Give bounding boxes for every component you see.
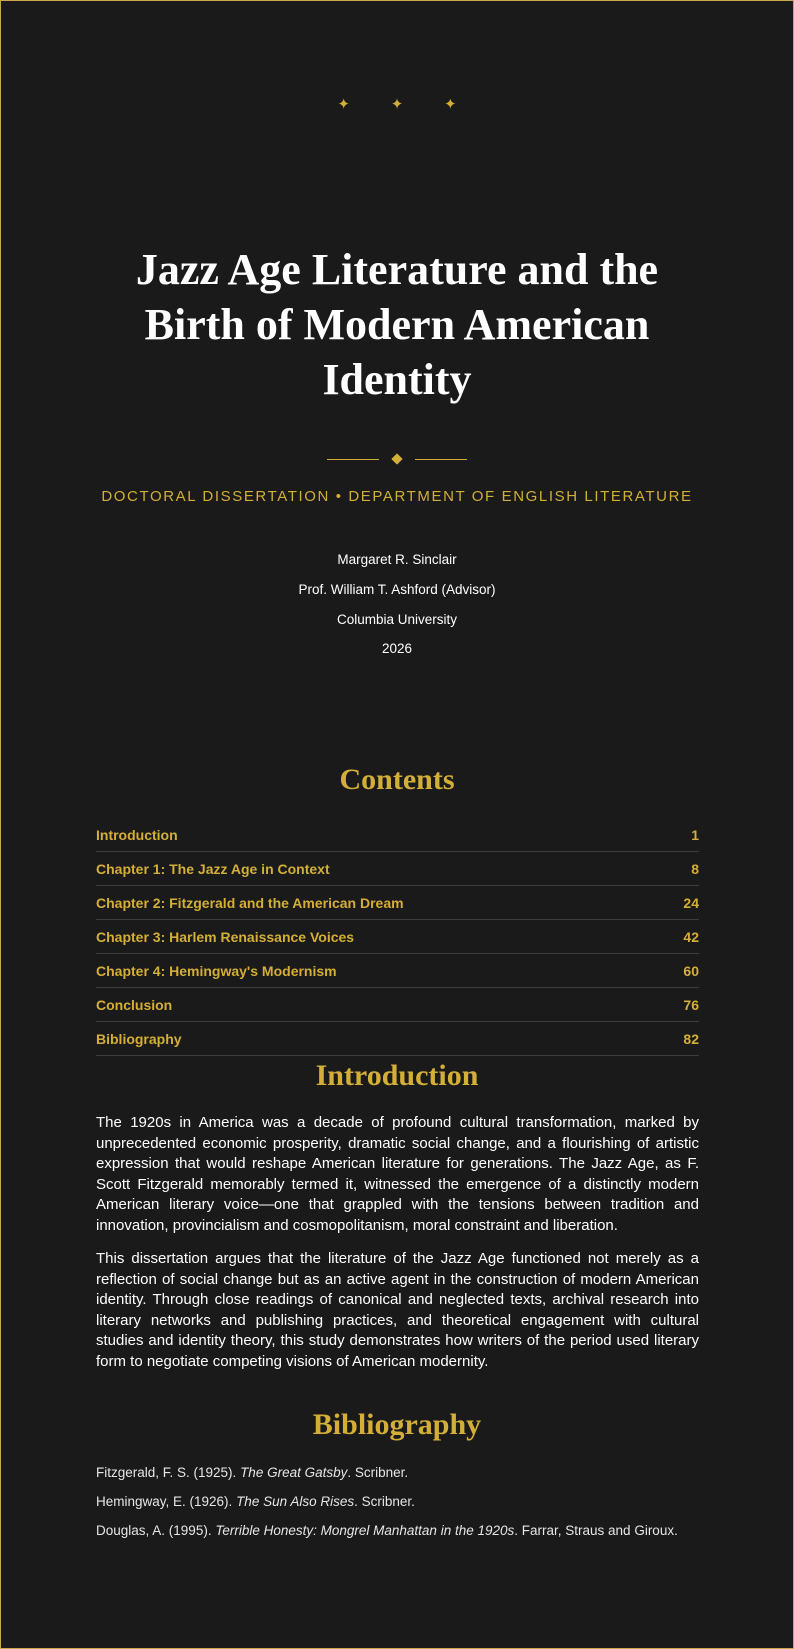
diamond-icon: [391, 453, 402, 464]
toc-item-label: Conclusion: [96, 996, 173, 1013]
toc-item-page: 8: [691, 860, 699, 877]
introduction-paragraph-1: The 1920s in America was a decade of profound cultural transformation, marked by unprecedented economic prosperity, dramatic social change, and a flourishing of artistic expression that would reshape American literature for generations. The Jazz Age, as F. Scott Fitzgerald memorably termed it, witnessed the emergence of a distinctly modern American literary voice—one that grappled with the tensions between tradition and innovation, provincialism and cosmopolitanism, moral constraint and liberation.: [96, 1114, 699, 1234]
toc-item-chapter-4[interactable]: [96, 954, 699, 988]
toc-item-page: 24: [683, 894, 699, 911]
author-name: Margaret R. Sinclair: [337, 552, 457, 567]
divider-line-left: [327, 459, 379, 460]
introduction-paragraph-2: This dissertation argues that the literature of the Jazz Age functioned not merely as a reflection of social change but as an active agent in the construction of modern American identity. Through close readings of canonical and neglected texts, archival research into literary networks and publishing practices, and theoretical engagement with cultural studies and identity theory, this study demonstrates how writers of the period used literary form to negotiate competing visions of American modernity.: [96, 1250, 699, 1370]
toc-item-page: 60: [683, 962, 699, 979]
toc-item-label: Chapter 2: Fitzgerald and the American Dream: [96, 894, 404, 911]
title-divider: [1, 450, 793, 468]
toc-item-page: 1: [691, 827, 699, 843]
bibliography-entry: [96, 1494, 699, 1509]
star-ornament-icon: ✦ ✦ ✦: [337, 95, 475, 113]
toc-item-introduction[interactable]: [96, 819, 699, 852]
bibliography-entry: [96, 1465, 699, 1480]
citation-author-year: Hemingway, E. (1926).: [96, 1494, 237, 1509]
citation-publisher: . Scribner.: [354, 1494, 415, 1509]
introduction-heading: Introduction: [315, 1059, 479, 1092]
table-of-contents: [96, 819, 699, 1056]
contents-heading: Contents: [339, 763, 455, 796]
bibliography-entry: [96, 1523, 699, 1538]
toc-item-label: Bibliography: [96, 1030, 182, 1047]
citation-author-year: Douglas, A. (1995).: [96, 1523, 216, 1538]
toc-item-label: Chapter 3: Harlem Renaissance Voices: [96, 928, 355, 945]
page-title: Jazz Age Literature and the Birth of Modern American Identity: [135, 245, 659, 404]
advisor-name: Prof. William T. Ashford (Advisor): [298, 582, 496, 597]
bibliography-heading: Bibliography: [312, 1408, 482, 1441]
divider-line-right: [415, 459, 467, 460]
year: 2026: [381, 641, 413, 656]
toc-item-chapter-1[interactable]: [96, 852, 699, 886]
citation-title: Terrible Honesty: Mongrel Manhattan in the 1920s: [215, 1523, 515, 1538]
toc-item-page: 42: [683, 928, 699, 945]
toc-item-chapter-3[interactable]: [96, 920, 699, 954]
toc-item-page: 82: [683, 1030, 699, 1047]
citation-publisher: . Farrar, Straus and Giroux.: [514, 1523, 678, 1538]
toc-item-label: Chapter 4: Hemingway's Modernism: [96, 962, 337, 979]
citation-title: The Sun Also Rises: [236, 1494, 355, 1509]
toc-item-chapter-2[interactable]: [96, 886, 699, 920]
toc-item-page: 76: [683, 996, 699, 1013]
institution-name: Columbia University: [336, 612, 458, 627]
subtitle: DOCTORAL DISSERTATION • DEPARTMENT OF ENGLISH LITERATURE: [101, 488, 693, 505]
toc-item-conclusion[interactable]: [96, 988, 699, 1022]
citation-title: The Great Gatsby: [240, 1465, 348, 1480]
toc-item-label: Chapter 1: The Jazz Age in Context: [96, 860, 330, 877]
citation-publisher: . Scribner.: [347, 1465, 409, 1480]
toc-item-label: Introduction: [96, 827, 178, 843]
citation-author-year: Fitzgerald, F. S. (1925).: [96, 1465, 241, 1480]
toc-item-bibliography[interactable]: [96, 1022, 699, 1056]
